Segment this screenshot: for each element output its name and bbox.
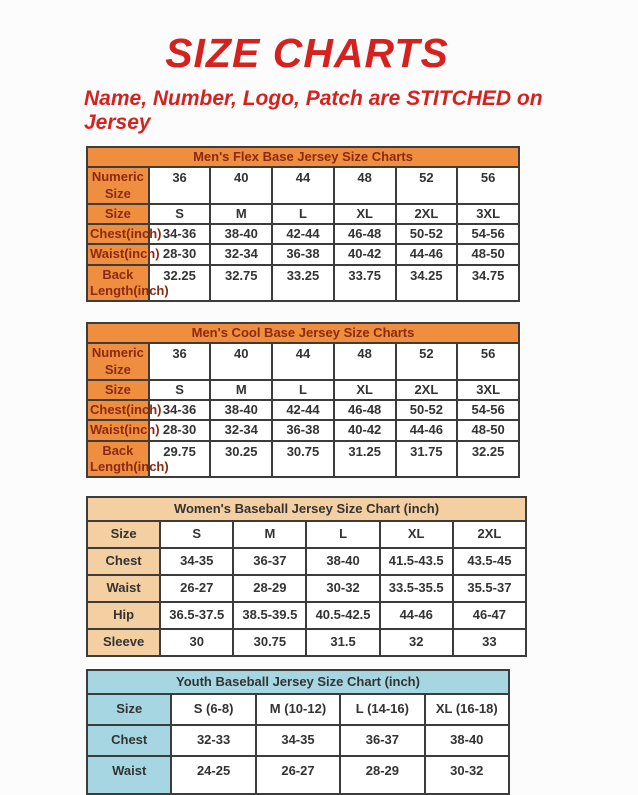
size-value: 33.75 <box>334 265 396 302</box>
size-value: 36 <box>149 343 211 380</box>
size-row <box>87 548 526 575</box>
size-value: 48-50 <box>457 420 519 440</box>
size-value: 50-52 <box>396 400 458 420</box>
size-value: 34-36 <box>149 400 211 420</box>
size-value: 30.75 <box>233 629 306 656</box>
size-value: S <box>160 521 233 548</box>
size-value: 44 <box>272 167 334 204</box>
size-value: 38.5-39.5 <box>233 602 306 629</box>
size-value: 36-38 <box>272 244 334 264</box>
size-value: L <box>306 521 379 548</box>
table-title: Men's Flex Base Jersey Size Charts <box>87 147 519 167</box>
row-label: Waist(inch) <box>87 420 149 440</box>
size-value: M <box>210 204 272 224</box>
size-value: 44-46 <box>380 602 453 629</box>
size-value: 44-46 <box>396 244 458 264</box>
size-value: 34.75 <box>457 265 519 302</box>
table-title-row <box>87 497 526 521</box>
size-value: 31.75 <box>396 441 458 478</box>
row-label: Size <box>87 521 160 548</box>
size-value: 35.5-37 <box>453 575 526 602</box>
row-label: Chest <box>87 548 160 575</box>
size-value: 50-52 <box>396 224 458 244</box>
page-title: SIZE CHARTS <box>165 30 449 76</box>
size-value: 48-50 <box>457 244 519 264</box>
table-title: Men's Cool Base Jersey Size Charts <box>87 323 519 343</box>
table-title-row <box>87 147 519 167</box>
size-value: 56 <box>457 343 519 380</box>
size-value: XL <box>334 380 396 400</box>
womens-size-table <box>86 496 527 657</box>
size-value: 28-29 <box>233 575 306 602</box>
size-value: 2XL <box>453 521 526 548</box>
size-value: XL <box>380 521 453 548</box>
row-label: Waist <box>87 756 171 794</box>
row-label: Size <box>87 694 171 725</box>
size-value: 48 <box>334 343 396 380</box>
row-label: Back Length(inch) <box>87 441 149 478</box>
youth-size-table <box>86 669 510 795</box>
size-value: 3XL <box>457 204 519 224</box>
size-row <box>87 420 519 440</box>
size-value: M (10-12) <box>256 694 340 725</box>
table-body <box>87 167 519 301</box>
row-label: Size <box>87 380 149 400</box>
size-value: 24-25 <box>171 756 255 794</box>
row-label: Hip <box>87 602 160 629</box>
size-value: 28-30 <box>149 420 211 440</box>
row-label: Back Length(inch) <box>87 265 149 302</box>
size-value: 41.5-43.5 <box>380 548 453 575</box>
size-value: 34-35 <box>160 548 233 575</box>
size-row <box>87 265 519 302</box>
size-value: 42-44 <box>272 400 334 420</box>
size-value: 33.25 <box>272 265 334 302</box>
size-row <box>87 756 509 794</box>
size-value: S <box>149 204 211 224</box>
table-title: Women's Baseball Jersey Size Chart (inch) <box>87 497 526 521</box>
row-label: Chest(inch) <box>87 400 149 420</box>
size-value: 31.25 <box>334 441 396 478</box>
row-label: Waist(inch) <box>87 244 149 264</box>
size-value: 26-27 <box>160 575 233 602</box>
size-value: 30-32 <box>425 756 509 794</box>
size-row <box>87 224 519 244</box>
size-value: 2XL <box>396 204 458 224</box>
size-value: 32.25 <box>149 265 211 302</box>
size-row <box>87 575 526 602</box>
size-value: L <box>272 204 334 224</box>
table-title: Youth Baseball Jersey Size Chart (inch) <box>87 670 509 694</box>
size-value: 36 <box>149 167 211 204</box>
size-value: 46-47 <box>453 602 526 629</box>
row-label: Waist <box>87 575 160 602</box>
size-row <box>87 441 519 478</box>
table-body <box>87 694 509 794</box>
size-value: 54-56 <box>457 224 519 244</box>
table-header <box>87 323 519 343</box>
size-value: XL (16-18) <box>425 694 509 725</box>
row-label: Numeric Size <box>87 167 149 204</box>
table-title-row <box>87 323 519 343</box>
size-value: S (6-8) <box>171 694 255 725</box>
size-value: 52 <box>396 343 458 380</box>
size-value: 52 <box>396 167 458 204</box>
size-value: 38-40 <box>210 400 272 420</box>
table-header <box>87 497 526 521</box>
size-value: 38-40 <box>425 725 509 756</box>
size-row <box>87 400 519 420</box>
size-value: 32 <box>380 629 453 656</box>
table-body <box>87 343 519 477</box>
size-value: 30-32 <box>306 575 379 602</box>
size-value: 40-42 <box>334 420 396 440</box>
size-value: 26-27 <box>256 756 340 794</box>
size-value: 30.75 <box>272 441 334 478</box>
size-value: 36-37 <box>340 725 424 756</box>
size-row <box>87 725 509 756</box>
size-value: 46-48 <box>334 400 396 420</box>
size-row <box>87 380 519 400</box>
size-value: 48 <box>334 167 396 204</box>
size-value: 33.5-35.5 <box>380 575 453 602</box>
size-row <box>87 694 509 725</box>
size-value: 32-34 <box>210 244 272 264</box>
size-value: 38-40 <box>210 224 272 244</box>
size-value: L (14-16) <box>340 694 424 725</box>
table-body <box>87 521 526 656</box>
size-value: 32.75 <box>210 265 272 302</box>
mens-cool-size-table <box>86 322 520 478</box>
size-value: 36.5-37.5 <box>160 602 233 629</box>
size-value: 40-42 <box>334 244 396 264</box>
row-label: Numeric Size <box>87 343 149 380</box>
size-value: 43.5-45 <box>453 548 526 575</box>
size-value: 31.5 <box>306 629 379 656</box>
size-value: 56 <box>457 167 519 204</box>
size-value: 34-35 <box>256 725 340 756</box>
size-value: 32-34 <box>210 420 272 440</box>
size-value: 28-30 <box>149 244 211 264</box>
row-label: Chest(inch) <box>87 224 149 244</box>
size-value: 38-40 <box>306 548 379 575</box>
size-row <box>87 629 526 656</box>
size-row <box>87 204 519 224</box>
size-value: 30.25 <box>210 441 272 478</box>
size-value: 30 <box>160 629 233 656</box>
size-value: 36-37 <box>233 548 306 575</box>
size-value: 42-44 <box>272 224 334 244</box>
size-row <box>87 343 519 380</box>
size-value: 54-56 <box>457 400 519 420</box>
table-header <box>87 147 519 167</box>
size-value: 32.25 <box>457 441 519 478</box>
size-value: 2XL <box>396 380 458 400</box>
size-row <box>87 244 519 264</box>
size-value: 28-29 <box>340 756 424 794</box>
table-header <box>87 670 509 694</box>
size-value: 3XL <box>457 380 519 400</box>
size-value: 44 <box>272 343 334 380</box>
row-label: Sleeve <box>87 629 160 656</box>
size-row <box>87 602 526 629</box>
size-row <box>87 521 526 548</box>
size-value: 34.25 <box>396 265 458 302</box>
size-value: 44-46 <box>396 420 458 440</box>
size-value: S <box>149 380 211 400</box>
size-value: 40.5-42.5 <box>306 602 379 629</box>
row-label: Size <box>87 204 149 224</box>
size-value: M <box>233 521 306 548</box>
size-value: L <box>272 380 334 400</box>
size-value: 33 <box>453 629 526 656</box>
size-row <box>87 167 519 204</box>
table-title-row <box>87 670 509 694</box>
size-value: 40 <box>210 167 272 204</box>
size-value: 32-33 <box>171 725 255 756</box>
size-value: 29.75 <box>149 441 211 478</box>
size-value: XL <box>334 204 396 224</box>
size-value: 46-48 <box>334 224 396 244</box>
mens-flex-size-table <box>86 146 520 302</box>
size-value: 34-36 <box>149 224 211 244</box>
page-subtitle: Name, Number, Logo, Patch are STITCHED on Jersey <box>84 87 543 134</box>
size-value: 36-38 <box>272 420 334 440</box>
size-value: 40 <box>210 343 272 380</box>
size-value: M <box>210 380 272 400</box>
row-label: Chest <box>87 725 171 756</box>
